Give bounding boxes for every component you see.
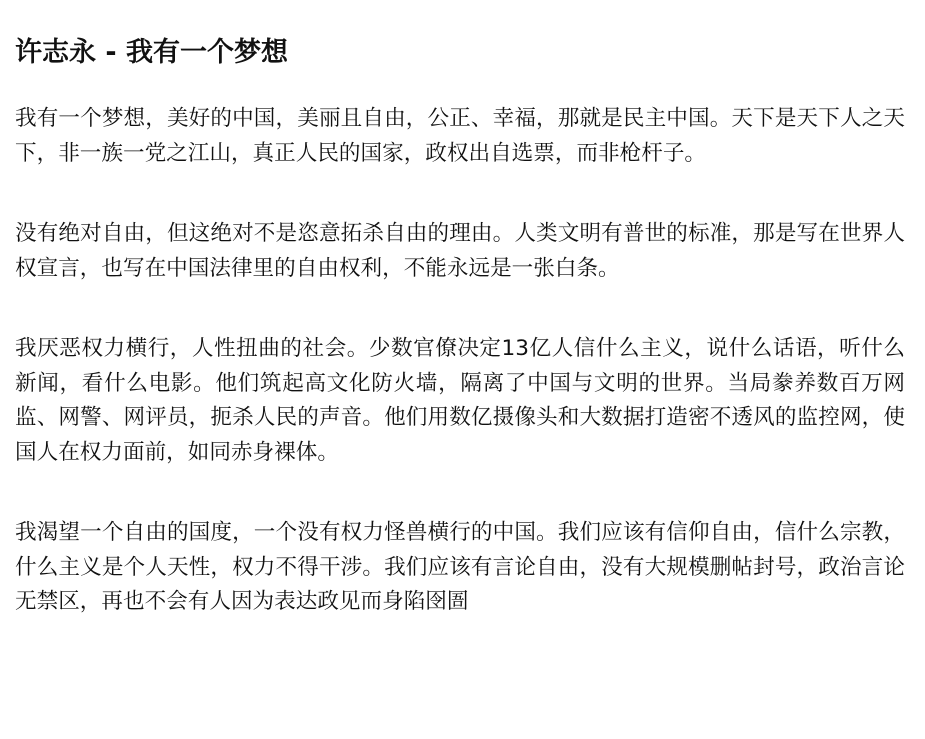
paragraph-4: 我渴望一个自由的国度，一个没有权力怪兽横行的中国。我们应该有信仰自由，信什么宗教，什么主义是个人天性，权力不得干涉。我们应该有言论自由，没有大规模删帖封号，政治言论无禁区，再也不会有人因为表达政见而身陷囹圄 (15, 520, 905, 614)
paragraph-1: 我有一个梦想，美好的中国，美丽且自由，公正、幸福，那就是民主中国。天下是天下人之天下，非一族一党之江山，真正人民的国家，政权出自选票，而非枪杆子。 (15, 106, 905, 166)
paragraph-3: 我厌恶权力横行，人性扭曲的社会。少数官僚决定13亿人信什么主义，说什么话语，听什么新闻，看什么电影。他们筑起高文化防火墙，隔离了中国与文明的世界。当局豢养数百万网监、网警、网评员，扼杀人民的声音。他们用数亿摄像头和大数据打造密不透风的监控网，使国人在权力面前，如同赤身裸体。 (15, 336, 905, 465)
document-title: 许志永 - 我有一个梦想 (15, 37, 289, 68)
paragraph-2: 没有绝对自由，但这绝对不是恣意拓杀自由的理由。人类文明有普世的标准，那是写在世界人权宣言，也写在中国法律里的自由权利，不能永远是一张白条。 (15, 221, 905, 281)
